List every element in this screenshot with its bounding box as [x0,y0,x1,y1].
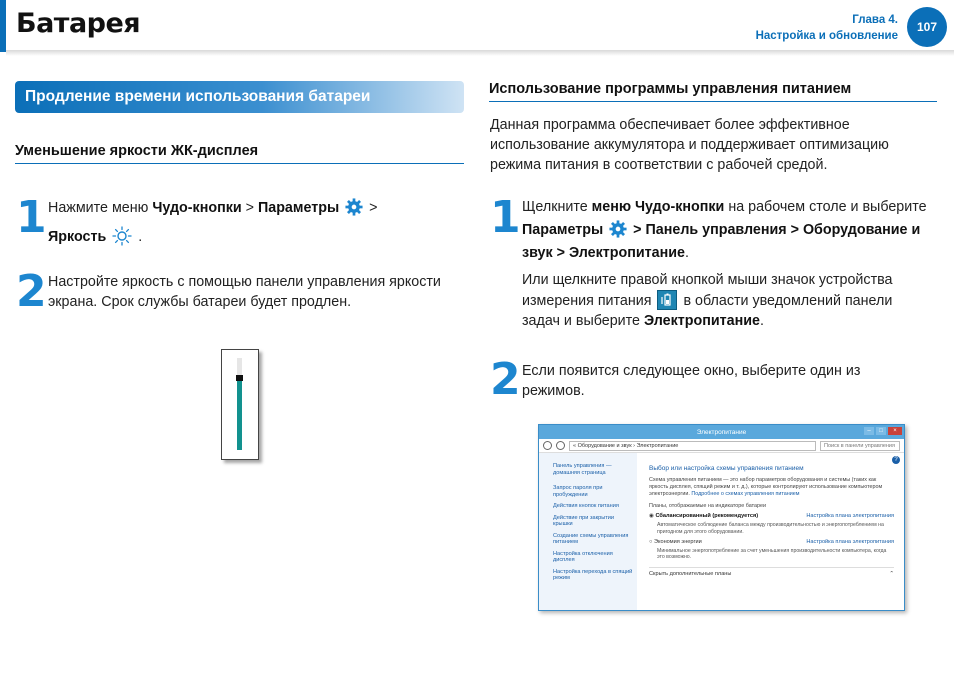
power-intro-text: Данная программа обеспечивает более эффективное использование аккумулятора и поддерживает оптимизацию режима питания в соответствии с рабочей средой. [490,117,889,173]
step-number-right-1: 1 [490,192,521,243]
window-controls [864,427,902,435]
search-input[interactable]: Поиск в панели управления [820,441,900,451]
step-number-left-2: 2 [16,266,47,317]
window-main [637,453,904,610]
page-number-badge: 107 [907,7,947,47]
sidebar-item-lid[interactable]: Действие при закрытии крышки [553,514,615,527]
sidebar-item-power-buttons[interactable]: Действия кнопок питания [553,503,619,509]
brightness-slider-fill [237,378,242,450]
gear-icon [609,220,627,238]
main-title: Выбор или настройка схемы управления питанием [649,465,804,472]
plan-balanced-row[interactable]: ◉ Сбалансированный (рекомендуется) Настройка плана электропитания [649,513,894,520]
sidebar-item-home[interactable]: Панель управления — домашняя страница [553,463,612,476]
plans-info-link[interactable]: Подробнее о схемах управления питанием [691,490,800,497]
brightness-slider-panel [221,349,259,460]
sidebar-item-create-plan[interactable]: Создание схемы управления питанием [553,532,629,545]
header-divider [6,50,954,56]
main-description: Схема управления питанием — это набор параметров оборудования и системы (таких как яркость дисплея, спящий режим и т. д.), которые контролируют использование компьютером электроэнергии. Подробнее о схемах управления питанием [649,477,883,497]
address-bar-row [539,439,904,453]
step-text-right-1: Щелкните меню Чудо-кнопки на рабочем столе и выберите Параметры > Панель управления > Оборудование и звук > Электропитание. [522,199,927,261]
sidebar-item-display-off[interactable]: Настройка отключения дисплея [553,550,613,563]
step-number-right-2: 2 [490,354,521,405]
section-title: Продление времени использования батареи [15,81,464,113]
window-titlebar [539,425,904,439]
plan-saver-row[interactable]: ○ Экономия энергии Настройка плана электропитания [649,539,894,545]
header-accent-bar [0,0,6,52]
brightness-slider-thumb[interactable] [236,375,243,381]
help-icon[interactable]: ? [892,456,900,464]
step-text-right-2: Если появится следующее окно, выберите один из режимов. [522,363,861,399]
back-arrow-icon[interactable] [543,441,552,450]
window-title: Электропитание [696,428,747,436]
step-text-left-1: Нажмите меню Чудо-кнопки > Параметры > Яркость . [48,200,378,245]
plans-label: Планы, отображаемые на индикаторе батареи [649,503,767,510]
brightness-slider-track[interactable] [237,358,242,450]
sidebar-item-password[interactable]: Запрос пароля при пробуждении [553,485,603,498]
gear-icon [345,198,363,216]
plan-balanced-settings-link[interactable]: Настройка плана электропитания [806,513,894,520]
window-sidebar [539,453,637,610]
forward-arrow-icon[interactable] [556,441,565,450]
chapter-name: Настройка и обновление [755,30,898,42]
address-bar[interactable]: « Оборудование и звук › Электропитание [569,441,816,451]
close-button[interactable]: × [888,427,902,435]
radio-empty-icon[interactable]: ○ [649,539,653,545]
plan-saver-settings-link[interactable]: Настройка плана электропитания [806,539,894,545]
brightness-icon [112,226,132,246]
plan-saver-desc: Минимальное энергопотребление за счет уменьшения производительности компьютера, когда это возможно. [657,548,887,561]
step-text-left-2: Настройте яркость с помощью панели управления яркости экрана. Срок службы батареи будет продлен. [48,274,441,310]
subheading-brightness: Уменьшение яркости ЖК-дисплея [15,143,464,164]
plan-balanced-desc: Автоматическое соблюдение баланса между производительностью и энергопотреблением на пригодном для этого оборудовании. [657,522,884,535]
chevron-up-icon[interactable]: ⌃ [889,570,894,577]
step-text-right-1-alt: Или щелкните правой кнопкой мыши значок устройства измерения питания в области уведомлений панели задач и выберите Электропитание. [522,272,893,329]
hidden-plans-row[interactable]: Скрыть дополнительные планы ⌃ [649,567,894,577]
maximize-button[interactable]: □ [876,427,886,435]
minimize-button[interactable]: – [864,427,874,435]
radio-selected-icon[interactable]: ◉ [649,513,654,520]
chapter-label [756,12,898,44]
battery-meter-icon [657,290,677,310]
power-options-window [538,424,905,611]
chapter-number: Глава 4. [852,14,898,26]
subheading-power-management: Использование программы управления питанием [489,81,937,102]
page-title: Батарея [16,8,141,39]
step-number-left-1: 1 [16,192,47,243]
sidebar-item-sleep[interactable]: Настройка перехода в спящий режим [553,568,633,581]
